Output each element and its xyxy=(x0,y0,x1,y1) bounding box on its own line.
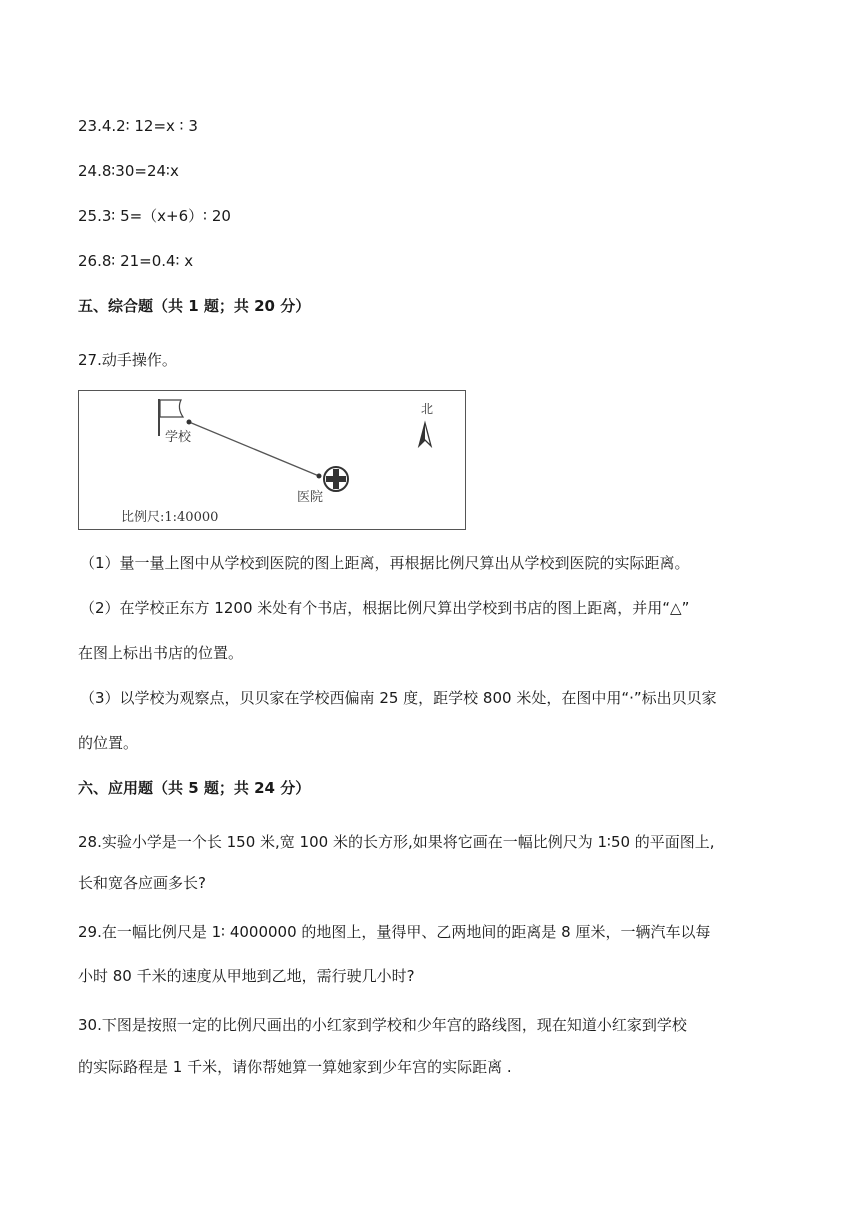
question-27-part-2-line-2: 在图上标出书店的位置。 xyxy=(78,644,244,662)
section-6-heading: 六、应用题（共 5 题；共 24 分） xyxy=(78,779,311,797)
section-5-heading: 五、综合题（共 1 题；共 20 分） xyxy=(78,297,311,315)
question-28-line-1: 28.实验小学是一个长 150 米,宽 100 米的长方形,如果将它画在一幅比例尺为 1∶50 的平面图上, xyxy=(78,833,715,851)
school-hospital-line xyxy=(189,422,319,476)
question-27-part-1: （1）量一量上图中从学校到医院的图上距离，再根据比例尺算出从学校到医院的实际距离。 xyxy=(80,554,690,572)
north-arrow-icon xyxy=(419,423,431,446)
question-29-line-1: 29.在一幅比例尺是 1∶ 4000000 的地图上，量得甲、乙两地间的距离是 8 厘米，一辆汽车以每 xyxy=(78,923,711,941)
map-figure xyxy=(78,390,466,530)
school-label: 学校 xyxy=(165,430,192,445)
question-26: 26.8∶ 21=0.4∶ x xyxy=(78,252,194,270)
question-27-part-3-line-1: （3）以学校为观察点，贝贝家在学校西偏南 25 度，距学校 800 米处，在图中用“·”标出贝贝家 xyxy=(80,689,717,707)
hospital-point xyxy=(317,474,322,479)
question-27-part-2-line-1: （2）在学校正东方 1200 米处有个书店，根据比例尺算出学校到书店的图上距离，并用“△” xyxy=(80,599,690,617)
question-25: 25.3∶ 5=（x+6）∶ 20 xyxy=(78,207,231,225)
question-28-line-2: 长和宽各应画多长? xyxy=(78,874,206,892)
question-24: 24.8∶30=24∶x xyxy=(78,162,179,180)
hospital-label: 医院 xyxy=(297,490,324,505)
hospital-cross-icon xyxy=(324,467,348,491)
map-figure-drawing xyxy=(79,391,465,529)
school-point xyxy=(187,420,192,425)
question-30-line-2: 的实际路程是 1 千米，请你帮她算一算她家到少年宫的实际距离 . xyxy=(78,1058,512,1076)
question-23: 23.4.2∶ 12=x ∶ 3 xyxy=(78,117,198,135)
north-label: 北 xyxy=(421,402,434,416)
question-27-title: 27.动手操作。 xyxy=(78,351,177,369)
question-29-line-2: 小时 80 千米的速度从甲地到乙地，需行驶几小时? xyxy=(78,967,415,985)
question-27-part-3-line-2: 的位置。 xyxy=(78,734,139,752)
scale-label: 比例尺:1:40000 xyxy=(121,510,219,525)
question-30-line-1: 30.下图是按照一定的比例尺画出的小红家到学校和少年宫的路线图，现在知道小红家到学校 xyxy=(78,1016,687,1034)
